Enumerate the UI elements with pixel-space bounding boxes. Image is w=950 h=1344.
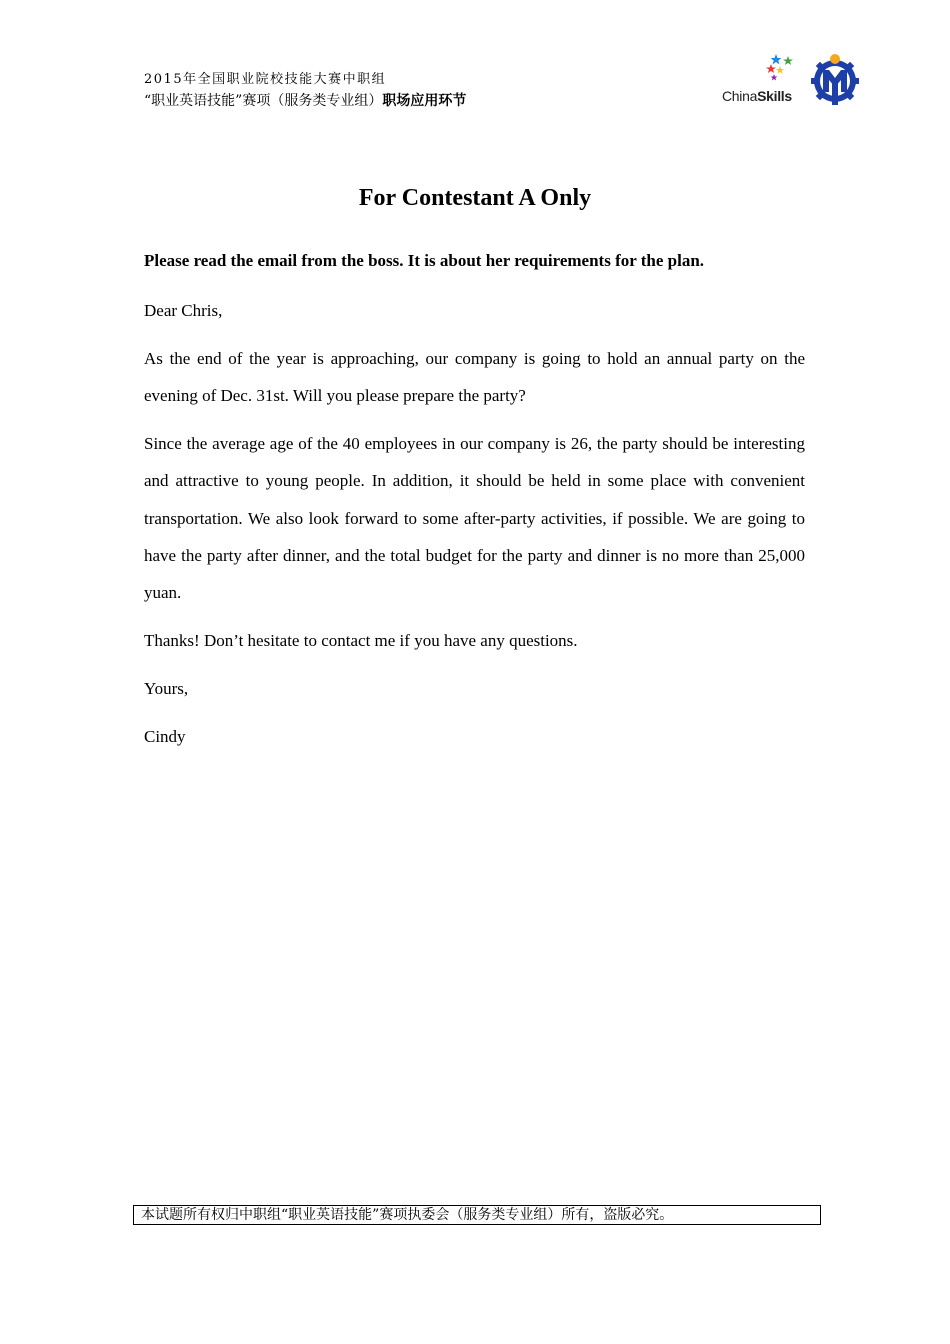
header-event-subtitle	[144, 90, 466, 110]
instruction-text: Please read the email from the boss. It is about her requirements for the plan.	[144, 251, 705, 270]
copyright-footer: 本试题所有权归中职组“职业英语技能”赛项执委会（服务类专业组）所有，盗版必究。	[133, 1205, 821, 1225]
chinaskills-logo-text: ChinaSkills	[722, 88, 792, 104]
email-paragraph-1: As the end of the year is approaching, our company is going to hold an annual party on the evening of Dec. 31st. Will you please prepare the party?	[144, 349, 805, 406]
header-event-name: “职业英语技能”赛项（服务类专业组）	[144, 93, 383, 109]
chinaskills-stars-icon	[762, 52, 802, 88]
email-paragraph-2: Since the average age of the 40 employees in our company is 26, the party should be interesting and attractive to young people. In addition, it should be held in some place with convenient transportation. We also look forward to some after-party activities, if possible. We are going to have the party after dinner, and the total budget for the party and dinner is no more than 25,000 yuan.	[144, 434, 805, 603]
page-title: For Contestant A Only	[358, 185, 592, 211]
worldskills-gear-logo-icon	[810, 52, 860, 106]
email-closing: Yours,	[144, 679, 189, 698]
email-greeting: Dear Chris,	[144, 301, 223, 320]
header-competition-title: 2015年全国职业院校技能大赛中职组	[144, 72, 387, 87]
header-section-name: 职场应用环节	[382, 93, 467, 109]
header-logos	[718, 52, 863, 110]
email-paragraph-3: Thanks! Don’t hesitate to contact me if you have any questions.	[144, 631, 578, 650]
email-signature: Cindy	[144, 727, 186, 746]
